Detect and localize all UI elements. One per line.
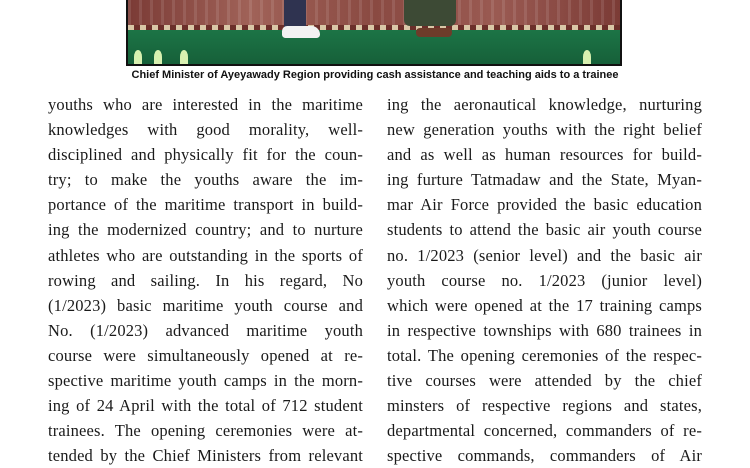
- person-right-sandals: [416, 28, 452, 37]
- article-line: spective commands, commanders of Air: [387, 446, 702, 466]
- article-line: no. 1/2023 (senior level) and the basic air: [387, 245, 702, 265]
- article-line: knowledges with good morality, well-: [48, 120, 363, 140]
- article-column-left: [48, 92, 363, 468]
- green-floor: [128, 30, 620, 64]
- article-line: rowing and sailing. In his regard, No: [48, 270, 363, 290]
- person-left-legs: [284, 0, 306, 28]
- carpet: [128, 0, 620, 30]
- article-line: spective maritime youth camps in the morn-: [48, 371, 363, 391]
- article-line: athletes who are outstanding in the sports of: [48, 245, 363, 265]
- plant-decoration: [154, 50, 162, 64]
- plant-decoration: [180, 50, 188, 64]
- article-line: No. (1/2023) advanced maritime youth: [48, 320, 363, 340]
- article-line: (1/2023) basic maritime youth course and: [48, 295, 363, 315]
- person-left-shoes: [282, 26, 320, 38]
- article-column-right: [387, 92, 702, 468]
- photo-caption: Chief Minister of Ayeyawady Region providing cash assistance and teaching aids to a trainee: [131, 69, 619, 81]
- article-line: tended by the Chief Ministers from relevant: [48, 446, 363, 466]
- article-line: minsters of respective regions and states,: [387, 396, 702, 416]
- person-right-longyi: [404, 0, 456, 26]
- article-line: ing the modernized country; and to nurture: [48, 220, 363, 240]
- article-line: disciplined and physically fit for the coun-: [48, 145, 363, 165]
- article-line: course were simultaneously opened at re-: [48, 345, 363, 365]
- article-line: youth course no. 1/2023 (junior level): [387, 270, 702, 290]
- news-photo: [126, 0, 622, 66]
- article-line: tive courses were attended by the chief: [387, 371, 702, 391]
- article-line: mar Air Force provided the basic education: [387, 195, 702, 215]
- article-line: in respective townships with 680 trainees in: [387, 320, 702, 340]
- article-line: departmental concerned, commanders of re-: [387, 421, 702, 441]
- article-line: students to attend the basic air youth course: [387, 220, 702, 240]
- article-line: trainees. The opening ceremonies were at-: [48, 421, 363, 441]
- plant-decoration: [134, 50, 142, 64]
- article-line: new generation youths with the right belief: [387, 120, 702, 140]
- article-line: ing the aeronautical knowledge, nurturing: [387, 95, 702, 114]
- article-line: portance of the maritime transport in build-: [48, 195, 363, 215]
- article-line: and as well as human resources for build-: [387, 145, 702, 165]
- article-line: ing of 24 April with the total of 712 student: [48, 396, 363, 416]
- article-line: try; to make the youths aware the im-: [48, 170, 363, 190]
- article-line: youths who are interested in the maritime: [48, 95, 363, 114]
- article-line: which were opened at the 17 training camps: [387, 295, 702, 315]
- plant-decoration: [583, 50, 591, 64]
- article-line: total. The opening ceremonies of the respec-: [387, 345, 702, 365]
- article-line: ing furture Tatmadaw and the State, Myan-: [387, 170, 702, 190]
